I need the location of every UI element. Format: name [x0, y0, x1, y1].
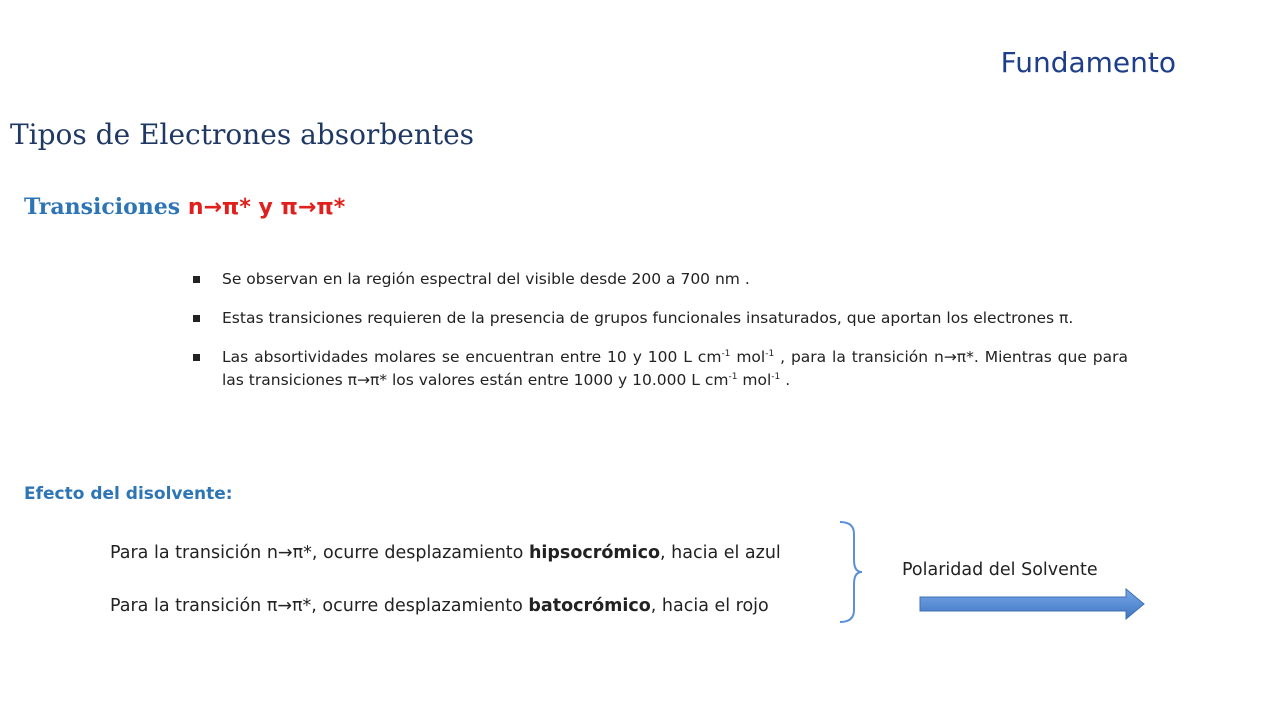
bullet-item	[190, 268, 1128, 291]
superscript: -1	[721, 349, 731, 359]
transitions-subtitle	[24, 194, 345, 220]
solvent-polarity-label: Polaridad del Solvente	[902, 560, 1098, 580]
line-prefix: Para la transición n→π*, ocurre desplazamiento	[110, 543, 529, 563]
square-bullet-icon	[193, 354, 200, 361]
subtitle-transition-n-pi: n→π*	[187, 195, 251, 220]
bullet-text-part: mol	[730, 348, 766, 366]
section-title: Tipos de Electrones absorbentes	[10, 118, 475, 151]
right-brace-icon	[838, 520, 864, 624]
superscript: -1	[765, 349, 775, 359]
bullet-text: Se observan en la región espectral del visible desde 200 a 700 nm .	[222, 270, 750, 288]
square-bullet-icon	[193, 315, 200, 322]
subtitle-connector: y	[250, 195, 281, 220]
bullet-text-part: mol	[737, 371, 772, 389]
superscript: -1	[771, 372, 781, 382]
bullet-text-part: .	[780, 371, 791, 389]
bullet-item	[190, 346, 1128, 392]
subtitle-lead: Transiciones	[24, 194, 188, 220]
line-bold-term: batocrómico	[528, 596, 651, 616]
square-bullet-icon	[193, 276, 200, 283]
bullet-text: Estas transiciones requieren de la presencia de grupos funcionales insaturados, que aportan los electrones π.	[222, 309, 1074, 327]
bathochromic-line	[110, 596, 769, 616]
bullet-text-part: , para la transición n→π*. Mientras que para las transiciones π→π* los valores están entre 1000 y 10.000 L cm	[222, 348, 1128, 389]
subtitle-transition-pi-pi: π→π*	[280, 195, 346, 220]
line-suffix: , hacia el rojo	[650, 596, 769, 616]
superscript: -1	[728, 372, 738, 382]
bullet-text-part: Las absortividades molares se encuentran entre 10 y 100 L cm	[222, 348, 722, 366]
bullet-item	[190, 307, 1128, 330]
line-bold-term: hipsocrómico	[528, 543, 661, 563]
solvent-effect-label: Efecto del disolvente:	[24, 484, 233, 504]
bullet-list	[190, 268, 1128, 408]
right-arrow-icon	[918, 588, 1146, 620]
line-suffix: , hacia el azul	[660, 543, 781, 563]
slide-header-title: Fundamento	[1000, 46, 1176, 79]
hypsochromic-line	[110, 543, 781, 563]
line-prefix: Para la transición π→π*, ocurre desplazamiento	[110, 596, 529, 616]
